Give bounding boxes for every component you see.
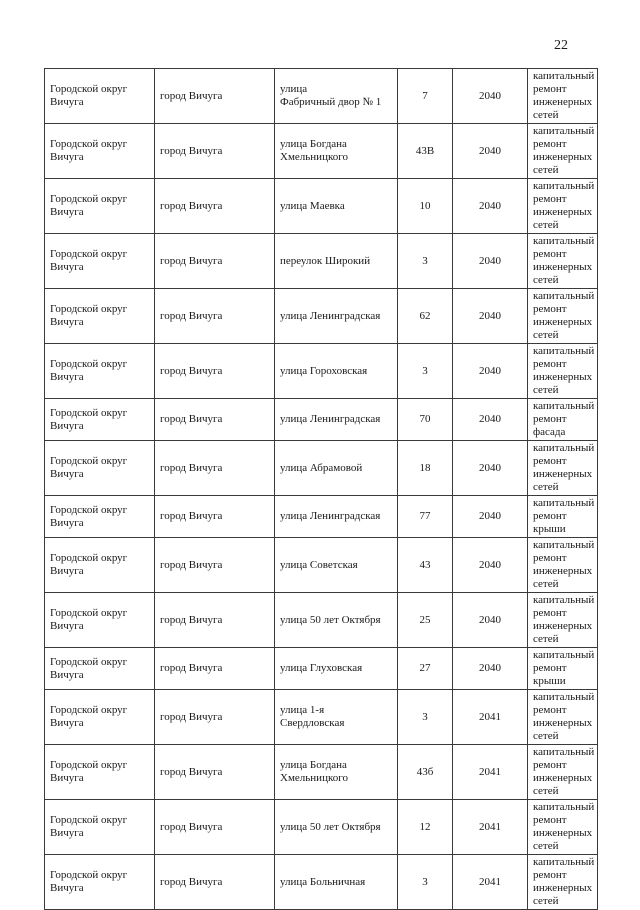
settlement-cell: город Вичуга [155,124,275,179]
table-row [45,124,598,179]
house-cell: 27 [398,648,453,690]
district-cell: Городской округ Вичуга [45,179,155,234]
repair-schedule-table [44,68,598,910]
house-cell: 3 [398,855,453,910]
work-type-cell: капитальный ремонт инженерных сетей [528,538,598,593]
settlement-cell: город Вичуга [155,441,275,496]
table-row [45,800,598,855]
district-cell: Городской округ Вичуга [45,648,155,690]
settlement-cell: город Вичуга [155,399,275,441]
district-cell: Городской округ Вичуга [45,124,155,179]
district-cell: Городской округ Вичуга [45,441,155,496]
settlement-cell: город Вичуга [155,745,275,800]
settlement-cell: город Вичуга [155,289,275,344]
house-cell: 10 [398,179,453,234]
work-type-cell: капитальный ремонт инженерных сетей [528,69,598,124]
district-cell: Городской округ Вичуга [45,289,155,344]
table-row [45,855,598,910]
table-row [45,289,598,344]
settlement-cell: город Вичуга [155,234,275,289]
district-cell: Городской округ Вичуга [45,800,155,855]
settlement-cell: город Вичуга [155,648,275,690]
year-cell: 2040 [453,179,528,234]
year-cell: 2041 [453,800,528,855]
year-cell: 2040 [453,344,528,399]
district-cell: Городской округ Вичуга [45,593,155,648]
street-cell: улица Ленинградская [275,496,398,538]
street-cell: улица Маевка [275,179,398,234]
year-cell: 2040 [453,234,528,289]
year-cell: 2040 [453,399,528,441]
work-type-cell: капитальный ремонт инженерных сетей [528,124,598,179]
house-cell: 7 [398,69,453,124]
settlement-cell: город Вичуга [155,593,275,648]
work-type-cell: капитальный ремонт инженерных сетей [528,745,598,800]
street-cell: улица Глуховская [275,648,398,690]
page-number: 22 [554,38,568,53]
work-type-cell: капитальный ремонт инженерных сетей [528,344,598,399]
house-cell: 12 [398,800,453,855]
street-cell: улица Ленинградская [275,289,398,344]
work-type-cell: капитальный ремонт фасада [528,399,598,441]
table-row [45,69,598,124]
house-cell: 43 [398,538,453,593]
district-cell: Городской округ Вичуга [45,399,155,441]
house-cell: 62 [398,289,453,344]
table-row [45,648,598,690]
table-row [45,234,598,289]
settlement-cell: город Вичуга [155,69,275,124]
street-cell: улица Советская [275,538,398,593]
settlement-cell: город Вичуга [155,496,275,538]
street-cell: улица Фабричный двор № 1 [275,69,398,124]
table-row [45,690,598,745]
year-cell: 2040 [453,69,528,124]
work-type-cell: капитальный ремонт крыши [528,496,598,538]
year-cell: 2040 [453,496,528,538]
district-cell: Городской округ Вичуга [45,69,155,124]
district-cell: Городской округ Вичуга [45,344,155,399]
year-cell: 2040 [453,124,528,179]
street-cell: улица Богдана Хмельницкого [275,745,398,800]
settlement-cell: город Вичуга [155,538,275,593]
settlement-cell: город Вичуга [155,855,275,910]
district-cell: Городской округ Вичуга [45,234,155,289]
settlement-cell: город Вичуга [155,344,275,399]
work-type-cell: капитальный ремонт инженерных сетей [528,855,598,910]
street-cell: улица 1-я Свердловская [275,690,398,745]
street-cell: улица Гороховская [275,344,398,399]
table-row [45,441,598,496]
house-cell: 3 [398,690,453,745]
district-cell: Городской округ Вичуга [45,690,155,745]
year-cell: 2040 [453,289,528,344]
district-cell: Городской округ Вичуга [45,855,155,910]
table-row [45,745,598,800]
work-type-cell: капитальный ремонт инженерных сетей [528,800,598,855]
street-cell: улица Ленинградская [275,399,398,441]
table-row [45,496,598,538]
street-cell: улица 50 лет Октября [275,800,398,855]
work-type-cell: капитальный ремонт инженерных сетей [528,690,598,745]
year-cell: 2040 [453,648,528,690]
house-cell: 43В [398,124,453,179]
year-cell: 2041 [453,690,528,745]
table-row [45,344,598,399]
year-cell: 2040 [453,441,528,496]
district-cell: Городской округ Вичуга [45,496,155,538]
work-type-cell: капитальный ремонт инженерных сетей [528,179,598,234]
street-cell: переулок Широкий [275,234,398,289]
work-type-cell: капитальный ремонт инженерных сетей [528,234,598,289]
settlement-cell: город Вичуга [155,800,275,855]
house-cell: 77 [398,496,453,538]
table-row [45,538,598,593]
year-cell: 2041 [453,745,528,800]
table-row [45,593,598,648]
work-type-cell: капитальный ремонт крыши [528,648,598,690]
house-cell: 18 [398,441,453,496]
settlement-cell: город Вичуга [155,690,275,745]
house-cell: 3 [398,234,453,289]
table-row [45,179,598,234]
work-type-cell: капитальный ремонт инженерных сетей [528,441,598,496]
street-cell: улица 50 лет Октября [275,593,398,648]
district-cell: Городской округ Вичуга [45,538,155,593]
house-cell: 70 [398,399,453,441]
work-type-cell: капитальный ремонт инженерных сетей [528,289,598,344]
house-cell: 43б [398,745,453,800]
year-cell: 2040 [453,593,528,648]
house-cell: 3 [398,344,453,399]
house-cell: 25 [398,593,453,648]
year-cell: 2041 [453,855,528,910]
district-cell: Городской округ Вичуга [45,745,155,800]
street-cell: улица Абрамовой [275,441,398,496]
year-cell: 2040 [453,538,528,593]
street-cell: улица Больничная [275,855,398,910]
settlement-cell: город Вичуга [155,179,275,234]
work-type-cell: капитальный ремонт инженерных сетей [528,593,598,648]
street-cell: улица Богдана Хмельницкого [275,124,398,179]
table-row [45,399,598,441]
